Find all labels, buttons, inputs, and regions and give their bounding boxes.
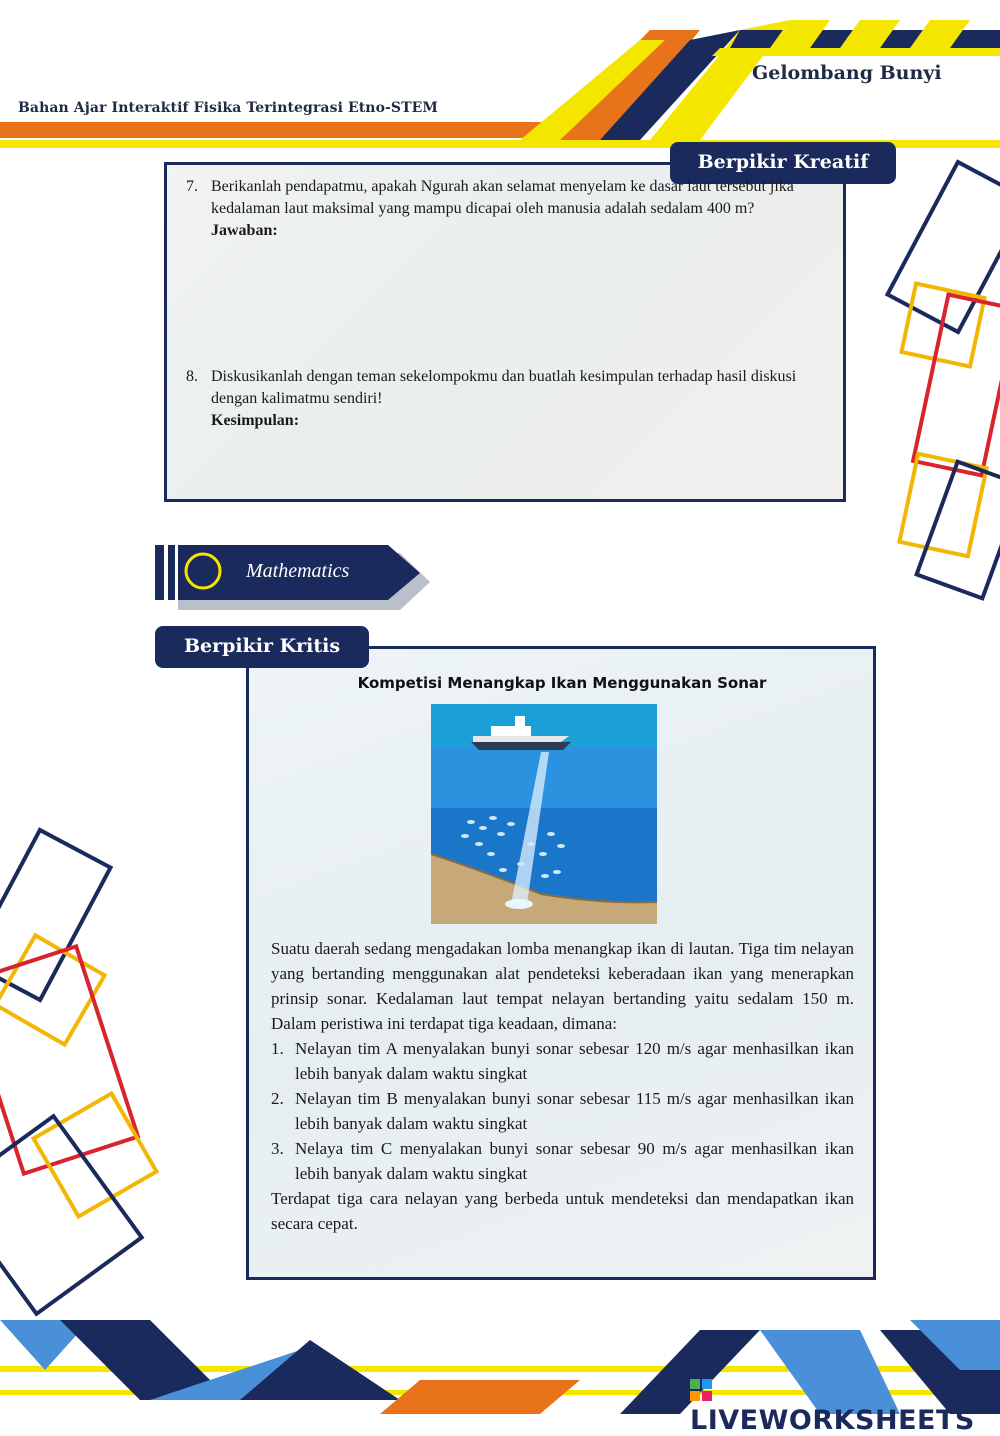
- list-item: [271, 1136, 854, 1186]
- header-document-title: Bahan Ajar Interaktif Fisika Terintegrasi Etno-STEM: [18, 100, 439, 116]
- case-title: Kompetisi Menangkap Ikan Menggunakan Sonar: [357, 674, 767, 692]
- list-item: [271, 1086, 854, 1136]
- header-chapter-title: Gelombang Bunyi: [752, 62, 942, 84]
- question-7: [186, 176, 826, 242]
- question-number: 7.: [186, 178, 198, 195]
- question-text: Berikanlah pendapatmu, apakah Ngurah akan selamat menyelam ke dasar laut tersebut jika kedalaman laut maksimal yang mampu dicapai oleh manusia adalah sedalam 400 m?: [211, 178, 794, 217]
- question-8: [186, 366, 826, 432]
- list-text: Nelayan tim A menyalakan bunyi sonar sebesar 120 m/s agar menhasilkan ikan lebih banyak dalam waktu singkat: [295, 1039, 854, 1083]
- liveworksheets-icon: [690, 1379, 712, 1401]
- conclusion-label: Kesimpulan:: [211, 412, 300, 429]
- brand-text: LIVEWORKSHEETS: [690, 1405, 975, 1436]
- list-item: [271, 1036, 854, 1086]
- list-number: 2.: [271, 1089, 284, 1108]
- list-text: Nelaya tim C menyalakan bunyi sonar sebesar 90 m/s agar menhasilkan ikan lebih banyak dalam waktu singkat: [295, 1139, 854, 1183]
- list-number: 1.: [271, 1039, 284, 1058]
- case-closing: Terdapat tiga cara nelayan yang berbeda untuk mendeteksi dan mendapatkan ikan secara cepat.: [271, 1189, 854, 1233]
- case-body: [271, 936, 854, 1236]
- question-text: Diskusikanlah dengan teman sekelompokmu dan buatlah kesimpulan terhadap hasil diskusi dengan kalimatmu sendiri!: [211, 368, 797, 407]
- question-number: 8.: [186, 368, 198, 385]
- case-intro: Suatu daerah sedang mengadakan lomba menangkap ikan di lautan. Tiga tim nelayan yang bertanding menggunakan alat pendeteksi keberadaan ikan yang menerapkan prinsip sonar. Kedalaman laut tempat nelayan bertanding yaitu sedalam 150 m. Dalam peristiwa ini terdapat tiga keadaan, dimana:: [271, 939, 854, 1033]
- answer-label: Jawaban:: [211, 222, 278, 239]
- liveworksheets-logo[interactable]: [690, 1374, 1000, 1436]
- list-text: Nelayan tim B menyalakan bunyi sonar sebesar 115 m/s agar menhasilkan ikan lebih banyak dalam waktu singkat: [295, 1089, 854, 1133]
- list-number: 3.: [271, 1139, 284, 1158]
- creative-thinking-tab: Berpikir Kreatif: [670, 142, 896, 184]
- critical-thinking-tab: Berpikir Kritis: [155, 626, 369, 668]
- sonar-illustration: [431, 704, 657, 924]
- stem-mathematics-label: Mathematics: [246, 560, 350, 582]
